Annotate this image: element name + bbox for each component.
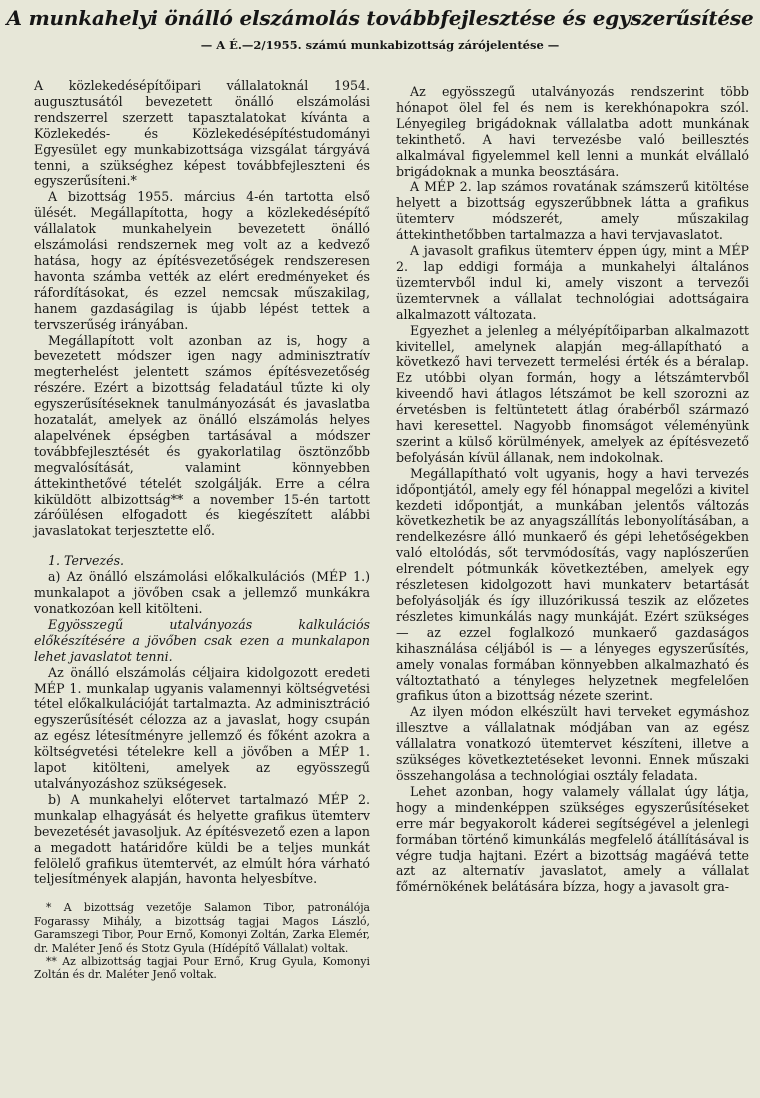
paragraph: Megállapított volt azonban az is, hogy a bevezetett módszer igen nagy adminisztratív megterhelést jelentett számos építésvezetőség részére. Ezért a bizottság feladatául tűzte ki oly egyszerűsítéseknek tanulmányozását és javaslatba hozatalát, amelyek az önálló elszámolás helyes alapelvének épségben tartásával a módszer továbbfejlesztését és gyakorlatilag ösztönzőbb megvalósítását, valamint könnyebben áttekinthetővé tételét szolgálják. Erre a célra kiküldött albizottság** a november 15-én tartott záróülésen elfogadott és kiegészített alábbi javaslatokat terjesztette elő. (34, 332, 370, 539)
paragraph: a) Az önálló elszámolási előkalkulációs (MÉP 1.) munkalapot a jövőben csak a jellemző munkákra vonatkozóan kell kitölteni. (34, 569, 370, 616)
page-subtitle: — A É.—2/1955. számú munkabizottság zárójelentése — (200, 38, 560, 52)
left-column (34, 78, 370, 982)
paragraph: Egyösszegű utalványozás kalkulációs előkészítésére a jövőben csak ezen a munkalapon lehet javaslatot tenni. (34, 616, 370, 664)
paragraph: Az egyösszegű utalványozás rendszerint több hónapot ölel fel és nem is kerekhónapokra szól. Lényegileg brigádoknak vállalatba adott munkának tekinthető. A havi tervezésbe való beillesztés alkalmával figyelemmel kell lenni a munkát elvállaló brigádoknak a munka beosztására. (396, 84, 749, 179)
section-heading: 1. Tervezés. (48, 553, 125, 569)
paragraph: b) A munkahelyi előtervet tartalmazó MÉP 2. munkalap elhagyását és helyette grafikus ütemterv bevezetését javasoljuk. Az építésvezető ezen a lapon a megadott határidőre küldi be a teljes munkát felölelő grafikus ütemtervét, az elmúlt hóra várható teljesítmények alapján, havonta helyesbítve. (34, 791, 370, 887)
footnote: * A bizottság vezetője Salamon Tibor, patronálója Fogarassy Mihály, a bizottság tagjai Magos László, Garamszegi Tibor, Pour Ernő, Komonyi Zoltán, Zarka Elemér, dr. Maléter Jenő és Stotz Gyula (Hídépítő Vállalat) voltak. (34, 901, 370, 955)
footnote: ** Az albizottság tagjai Pour Ernő, Krug Gyula, Komonyi Zoltán és dr. Maléter Jenő voltak. (34, 954, 370, 982)
right-column (396, 84, 749, 895)
paragraph: Egyezhet a jelenleg a mélyépítőiparban alkalmazott kivitellel, amelynek alapján meg-állapítható a következő havi tervezett termelési érték és a béralap. Ez utóbbi olyan formán, hogy a létszámtervből kiveendő havi átlagos létszámot be kell szorozni az érvetésben is feltüntetett átlag órabérből származó havi keresettel. Nagyobb finomságot véleményünk szerint a külső körülmények, amelyek az építésvezető befolyásán kívül állanak, nem indokolnak. (396, 322, 749, 465)
paragraph: Az ilyen módon elkészült havi terveket egymáshoz illesztve a vállalatnak módjában van az egész vállalatra vonatkozó ütemtervet készíteni, illetve a szükséges következtetéseket levonni. Ennek műszaki összehangolása a technológiai osztály feladata. (396, 704, 749, 783)
paragraph: A bizottság 1955. március 4-én tartotta első ülését. Megállapította, hogy a közlekedésépítő vállalatok munkahelyein bevezetett önálló elszámolási rendszernek meg volt az a kedvező hatása, hogy az építésvezetőségek rendszeresen havonta számba vették az elért eredményeket és ráfordításokat, és ezzel nemcsak műszakilag, hanem gazdaságilag is újabb lépést tettek a tervszerűség irányában. (34, 189, 370, 332)
footnotes (34, 901, 370, 981)
paragraph: Az önálló elszámolás céljaira kidolgozott eredeti MÉP 1. munkalap ugyanis valamennyi költségvetési tétel előkalkulációját tartalmazta. Az adminisztráció egyszerűsítését célozza az a javaslat, hogy csupán az egész létesítményre jellemző és főként azokra a költségvetési tételekre kell a jövőben a MÉP 1. lapot kitölteni, amelyek az egyösszegű utalványozáshoz szükségesek. (34, 664, 370, 791)
paragraph: A közlekedésépítőipari vállalatoknál 1954. augusztusától bevezetett önálló elszámolási rendszerrel szerzett tapasztalatokat kívánta a Közlekedés- és Közlekedésépítéstudományi Egyesület egy munkabizottsága vizsgálat tárgyává tenni, a szükséghez képest továbbfejleszteni és egyszerűsíteni.* (34, 78, 370, 189)
paragraph: A javasolt grafikus ütemterv éppen úgy, mint a MÉP 2. lap eddigi formája a munkahelyi általános üzemtervből indul ki, amely viszont a tervezői üzemtervnek a vállalat technológiai adottságaira alkalmazott változata. (396, 243, 749, 322)
paragraph: Megállapítható volt ugyanis, hogy a havi tervezés időpontjától, amely egy fél hónappal megelőzi a kivitel kezdeti időpontját, a munkában jelentős változás következhetik be az anyagszállítás lebonyolításában, a rendelkezésre álló munkaerő és gépi lehetőségekben való eltolódás, sőt tervmódosítás, vagy naplószerűen elrendelt pótmunkák következtében, amelyek egy részletesen kidolgozott havi munkaterv betartását befolyásolják és így illuzórikussá teszik az előzetes részletes kimunkálás nagy munkáját. Ezért szükséges — az ezzel foglalkozó munkaerő gazdaságos kihasználása céljából is — a lényeges egyszerűsítés, amely vonalas formában könnyebben alkalmazható és változtatható a tényleges helyzetnek megfelelően grafikus úton a bizottság nézete szerint. (396, 465, 749, 704)
paragraph: Lehet azonban, hogy valamely vállalat úgy látja, hogy a mindenképpen szükséges egyszerűsítéseket erre már begyakorolt káderei segítségével a jelenlegi formában történő kimunkálás megfelelő átállításával is végre tudja hajtani. Ezért a bizottság magáévá tette azt az alternatív javaslatot, amely a vállalat főmérnökének belátására bízza, hogy a javasolt gra- (396, 783, 749, 895)
page-title: A munkahelyi önálló elszámolás továbbfejlesztése és egyszerűsítése (6, 6, 754, 30)
paragraph: A MÉP 2. lap számos rovatának számszerű kitöltése helyett a bizottság egyszerűbbnek látta a grafikus ütemterv módszerét, amely műszakilag áttekinthetőbben tartalmazza a havi tervjavaslatot. (396, 179, 749, 243)
